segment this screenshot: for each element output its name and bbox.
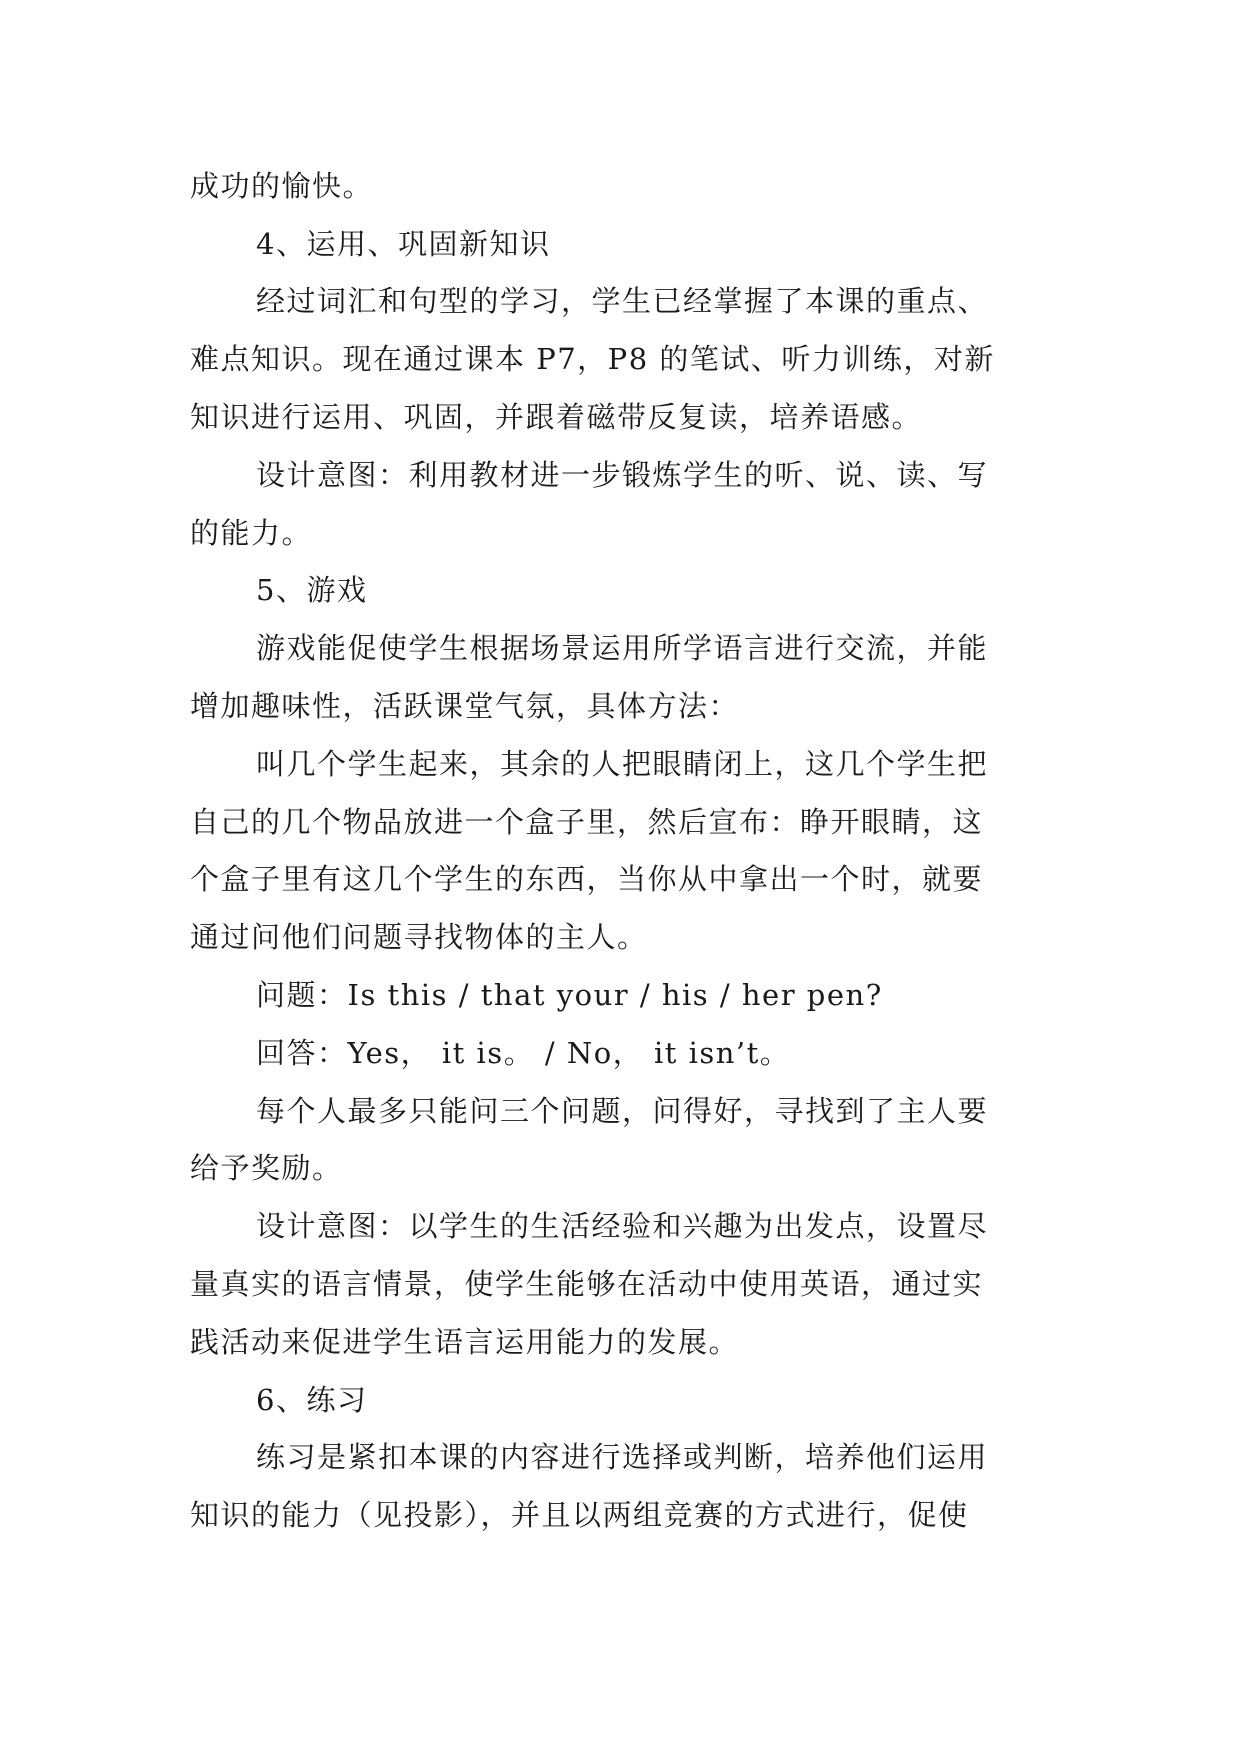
text-line: 游戏能促使学生根据场景运用所学语言进行交流，并能 (256, 631, 989, 665)
text-line: 回答：Yes， it is。 / No， it isn’t。 (256, 1036, 791, 1070)
text-line: 知识进行运用、巩固，并跟着磁带反复读，培养语感。 (190, 400, 923, 434)
text-line: 知识的能力（见投影），并且以两组竞赛的方式进行，促使 (190, 1498, 969, 1532)
text-line: 个盒子里有这几个学生的东西，当你从中拿出一个时，就要 (190, 862, 984, 896)
text-line: 难点知识。现在通过课本 P7，P8 的笔试、听力训练，对新 (190, 342, 995, 376)
text-line: 经过词汇和句型的学习，学生已经掌握了本课的重点、 (256, 284, 989, 318)
text-line: 成功的愉快。 (190, 169, 374, 203)
text-line: 练习是紧扣本课的内容进行选择或判断，培养他们运用 (256, 1440, 989, 1474)
section-heading: 5、游戏 (256, 573, 368, 607)
section-heading: 6、练习 (256, 1383, 368, 1417)
text-line: 量真实的语言情景，使学生能够在活动中使用英语，通过实 (190, 1267, 984, 1301)
text-line: 给予奖励。 (190, 1151, 343, 1185)
text-line: 践活动来促进学生语言运用能力的发展。 (190, 1325, 740, 1359)
text-line: 每个人最多只能问三个问题，问得好，寻找到了主人要 (256, 1094, 989, 1128)
text-line: 通过问他们问题寻找物体的主人。 (190, 920, 648, 954)
text-line: 叫几个学生起来，其余的人把眼睛闭上，这几个学生把 (256, 747, 989, 781)
text-line: 设计意图：利用教材进一步锻炼学生的听、说、读、写 (256, 458, 989, 492)
text-line: 设计意图：以学生的生活经验和兴趣为出发点，设置尽 (256, 1209, 989, 1243)
text-line: 的能力。 (190, 516, 313, 550)
text-line: 增加趣味性，活跃课堂气氛，具体方法： (190, 689, 740, 723)
text-line: 自己的几个物品放进一个盒子里，然后宣布：睁开眼睛，这 (190, 805, 984, 839)
section-heading: 4、运用、巩固新知识 (256, 227, 551, 261)
text-line: 问题：Is this / that your / his / her pen? (256, 978, 883, 1012)
